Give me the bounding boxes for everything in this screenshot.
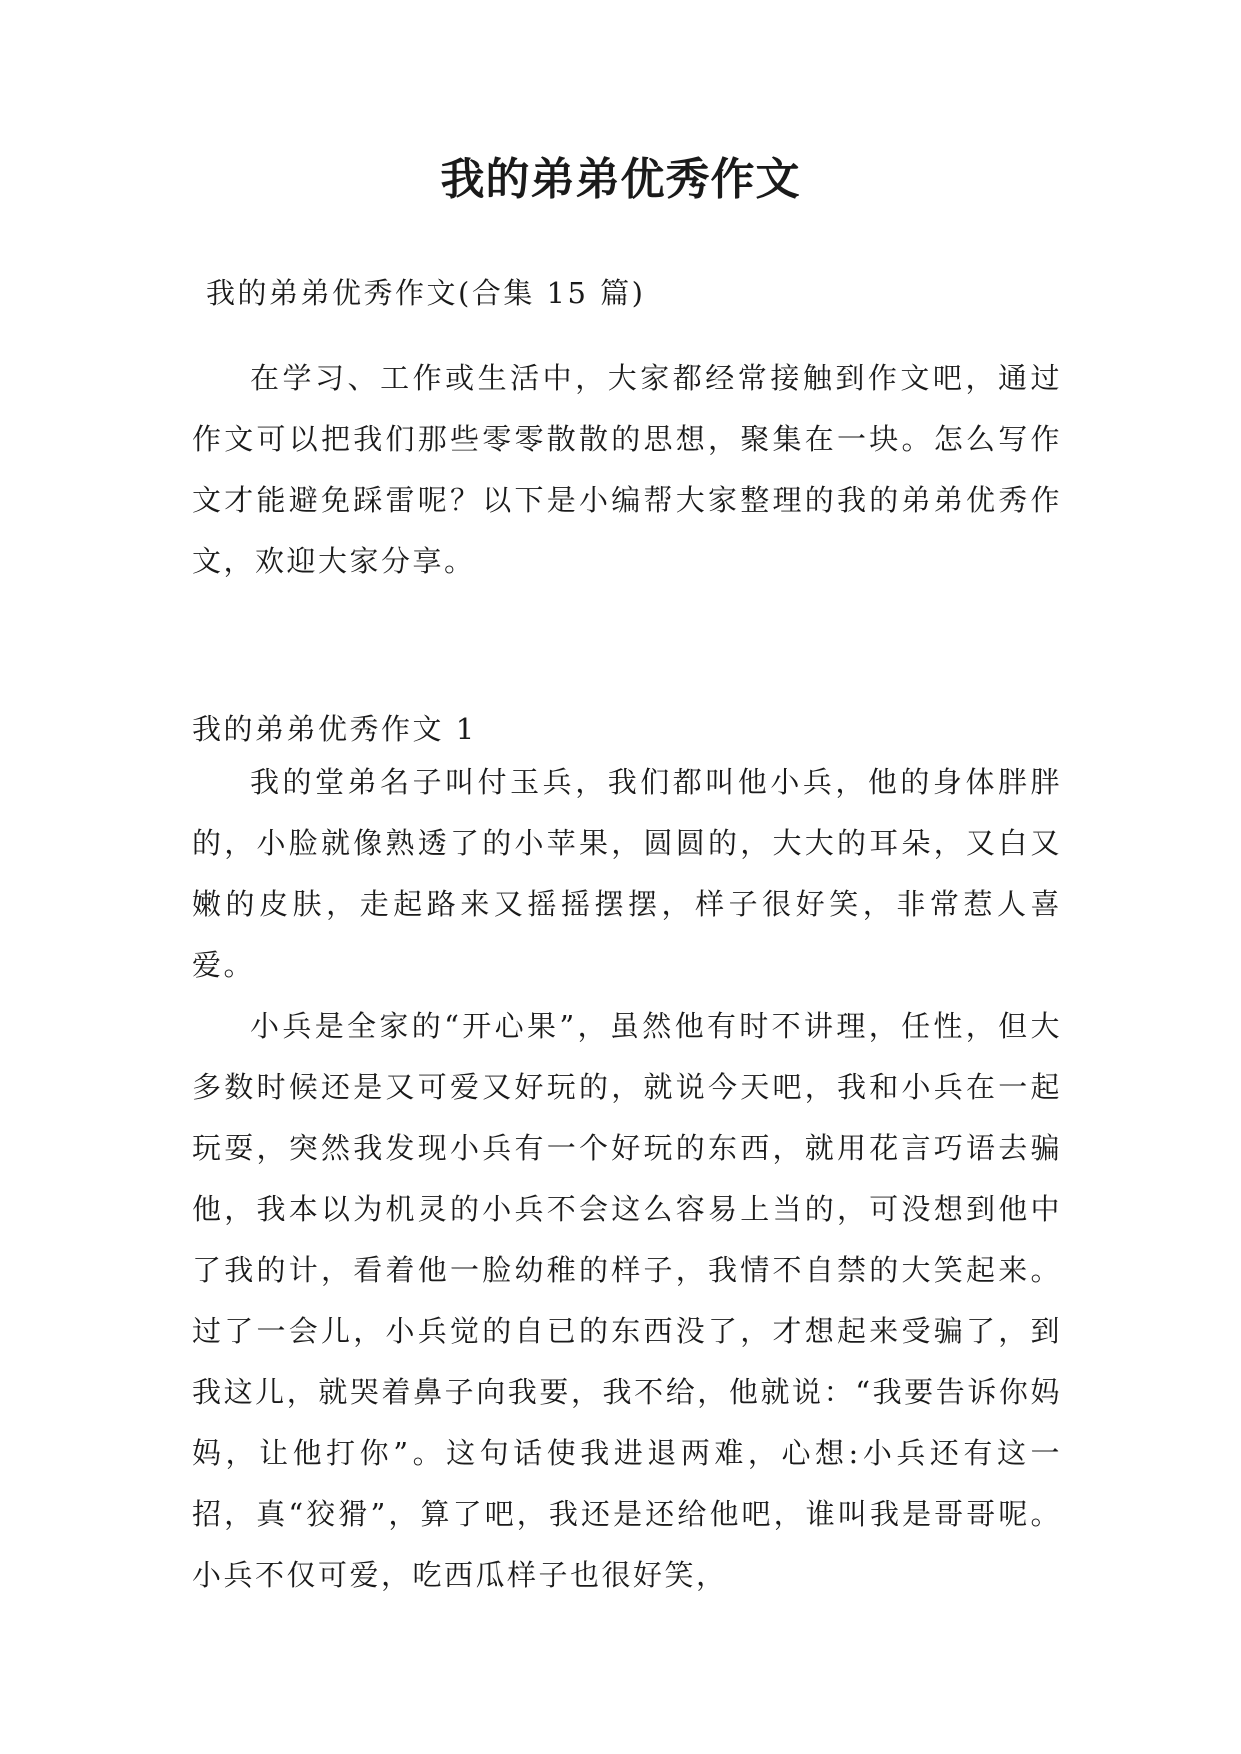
- collection-subtitle: 我的弟弟优秀作文(合集 15 篇): [206, 276, 646, 310]
- intro-paragraph-block: [192, 348, 1062, 592]
- document-title: 我的弟弟优秀作文: [440, 154, 801, 205]
- intro-paragraph: 在学习、工作或生活中，大家都经常接触到作文吧，通过作文可以把我们那些零零散散的思想，聚集在一块。怎么写作文才能避免踩雷呢？以下是小编帮大家整理的我的弟弟优秀作文，欢迎大家分享。: [192, 361, 1062, 578]
- article-body: [192, 752, 1062, 1606]
- section-heading: 我的弟弟优秀作文 1: [192, 712, 477, 746]
- article-paragraph-1: 我的堂弟名子叫付玉兵，我们都叫他小兵，他的身体胖胖的，小脸就像熟透了的小苹果，圆圆的，大大的耳朵，又白又嫩的皮肤，走起路来又摇摇摆摆，样子很好笑，非常惹人喜爱。: [192, 765, 1062, 982]
- article-paragraph-2: 小兵是全家的“开心果”，虽然他有时不讲理，任性，但大多数时候还是又可爱又好玩的，就说今天吧，我和小兵在一起玩耍，突然我发现小兵有一个好玩的东西，就用花言巧语去骗他，我本以为机灵的小兵不会这么容易上当的，可没想到他中了我的计，看着他一脸幼稚的样子，我情不自禁的大笑起来。过了一会儿，小兵觉的自已的东西没了，才想起来受骗了，到我这儿，就哭着鼻子向我要，我不给，他就说：“我要告诉你妈妈，让他打你”。这句话使我进退两难，心想:小兵还有这一招，真“狡猾”，算了吧，我还是还给他吧，谁叫我是哥哥呢。小兵不仅可爱，吃西瓜样子也很好笑，: [192, 1009, 1062, 1592]
